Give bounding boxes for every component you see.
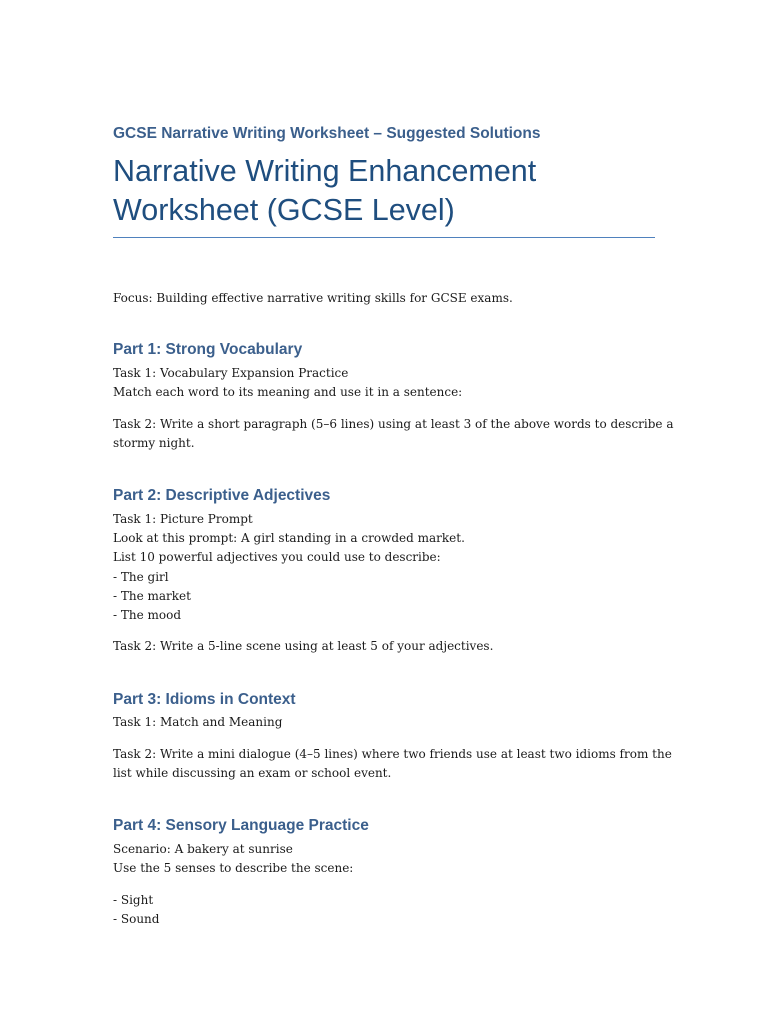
focus-statement: Focus: Building effective narrative writing skills for GCSE exams. bbox=[113, 291, 513, 305]
part4-instruction: Use the 5 senses to describe the scene: bbox=[113, 861, 354, 876]
part1-task1 bbox=[113, 364, 658, 402]
part3-task1: Task 1: Match and Meaning bbox=[113, 715, 283, 729]
part2-task1 bbox=[113, 510, 658, 625]
part4-sense-item: - Sound bbox=[113, 912, 160, 927]
title-divider bbox=[113, 237, 655, 238]
part2-task1-title: Task 1: Picture Prompt bbox=[113, 512, 253, 526]
part3-heading: Part 3: Idioms in Context bbox=[113, 691, 296, 708]
part2-list-intro: List 10 powerful adjectives you could use to describe: bbox=[113, 550, 441, 565]
part4-senses bbox=[113, 891, 658, 929]
part2-prompt: Look at this prompt: A girl standing in a crowded market. bbox=[113, 531, 465, 546]
part3-task2 bbox=[113, 745, 672, 783]
part2-heading: Part 2: Descriptive Adjectives bbox=[113, 487, 331, 504]
part4-scenario-block bbox=[113, 840, 658, 878]
part4-heading: Part 4: Sensory Language Practice bbox=[113, 817, 369, 834]
part1-task2-line2: stormy night. bbox=[113, 436, 195, 451]
part2-list-item: - The market bbox=[113, 588, 191, 603]
part1-task2-line1: Task 2: Write a short paragraph (5–6 lines) using at least 3 of the above words to describe a bbox=[113, 417, 674, 431]
part2-list-item: - The girl bbox=[113, 569, 169, 584]
part2-list-item: - The mood bbox=[113, 608, 182, 623]
worksheet-kicker: GCSE Narrative Writing Worksheet – Suggested Solutions bbox=[113, 125, 541, 142]
part1-heading: Part 1: Strong Vocabulary bbox=[113, 341, 303, 358]
part3-task2-line2: list while discussing an exam or school event. bbox=[113, 766, 392, 781]
worksheet-title: Narrative Writing Enhancement Worksheet (GCSE Level) bbox=[113, 154, 537, 227]
part2-task2: Task 2: Write a 5-line scene using at least 5 of your adjectives. bbox=[113, 639, 494, 653]
part4-scenario: Scenario: A bakery at sunrise bbox=[113, 842, 293, 856]
part4-sense-item: - Sight bbox=[113, 893, 154, 907]
part1-task2 bbox=[113, 415, 674, 453]
part1-task1-title: Task 1: Vocabulary Expansion Practice bbox=[113, 366, 349, 380]
part3-task2-line1: Task 2: Write a mini dialogue (4–5 lines) where two friends use at least two idioms from the bbox=[113, 747, 672, 761]
part1-task1-instruction: Match each word to its meaning and use it in a sentence: bbox=[113, 385, 463, 400]
